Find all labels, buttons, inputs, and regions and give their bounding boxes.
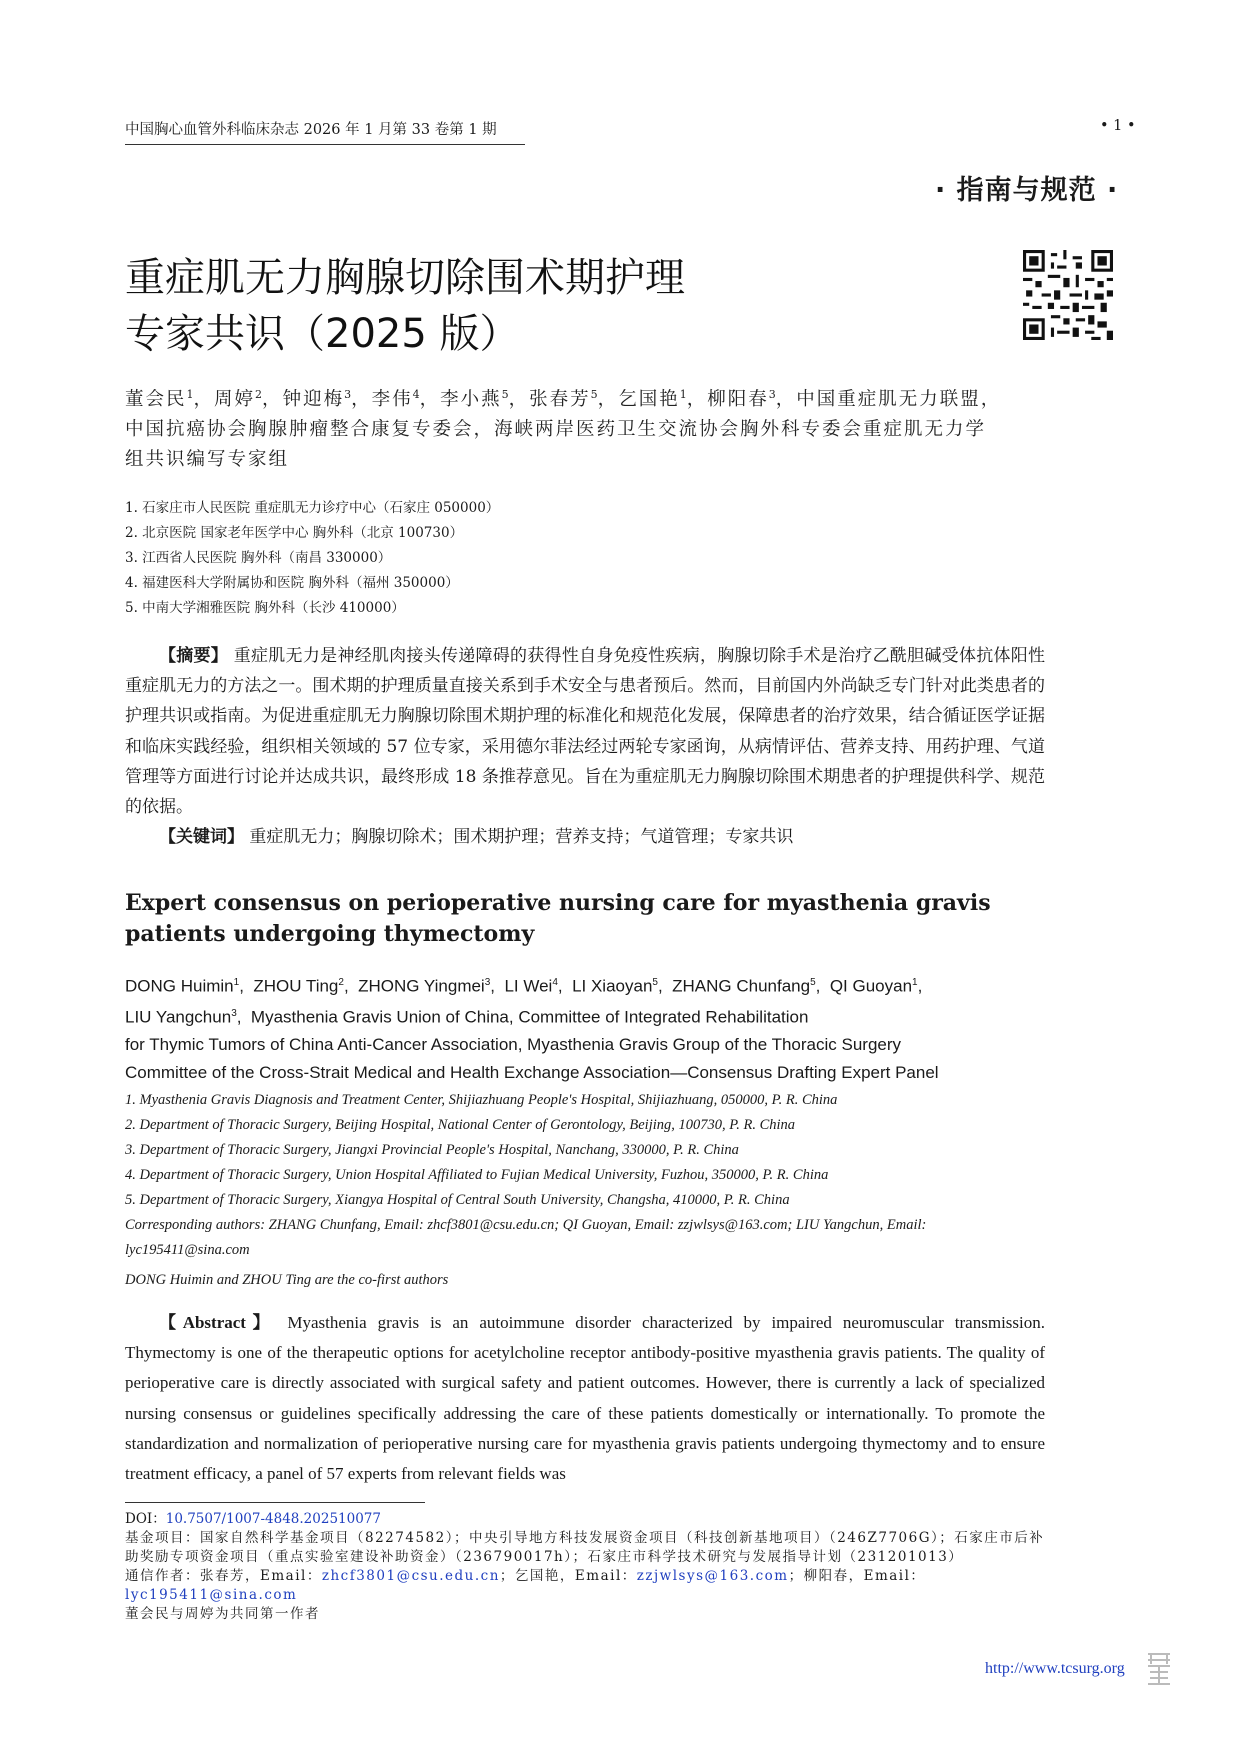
author-cn: 张春芳 <box>529 389 591 411</box>
author-en: LI Wei <box>504 976 553 996</box>
abstract-en-text: Myasthenia gravis is an autoimmune disorder characterized by impaired neuromuscular transmission. Thymectomy is one of the therapeutic options for acetylcholine receptor antibody-positive myasthenia gravis patients. The quality of perioperative care is directly associated with surgical safety and patient outcomes. However, there is currently a lack of specialized nursing consensus or guidelines specifically addressing the care of these patients domestically or internationally. To promote the standardization and normalization of perioperative nursing care for myasthenia gravis patients undergoing thymectomy and to ensure treatment efficacy, a panel of 57 experts from relevant fields was <box>125 1313 1045 1484</box>
abstract-en-label: 【Abstract】 <box>159 1313 277 1332</box>
author-en: LIU Yangchun <box>125 1007 232 1027</box>
affiliation-en: 5. Department of Thoracic Surgery, Xiangya Hospital of Central South University, Changsha, 410000, P. R. China <box>125 1192 790 1208</box>
abstract-cn-label: 【摘要】 <box>159 646 229 666</box>
affil-mark: 2 <box>338 977 344 988</box>
author-en: ZHONG Yingmei <box>358 976 485 996</box>
affil-mark: 3 <box>768 388 776 401</box>
author-en: LI Xiaoyan <box>572 976 653 996</box>
co-first-note-en: DONG Huimin and ZHOU Ting are the co-first authors <box>125 1272 449 1288</box>
corr-mid: ；乞国艳，Email： <box>499 1568 637 1584</box>
author-list-en: DONG Huimin$^1$, ZHOU Ting$^2$, ZHONG Yingmei$^3$, LI Wei$^4$, LI Xiaoyan$^5$, ZHANG Chunfang$^5$, QI Guoyan$^1$, LIU Yangchun$^3$, Myasthenia Gravis Union of China, Committee of Integrated Rehabilitation for Thymic Tumors of China Anti-Cancer Association, Myasthenia Gravis Group of the Thoracic Surgery Committee of the Cross-Strait Medical and Health Exchange Association—Consensus Drafting Expert Panel <box>125 969 1085 1086</box>
corr-mid: ；柳阳春，Email： <box>788 1568 926 1584</box>
affiliation-en: 3. Department of Thoracic Surgery, Jiangxi Provincial People's Hospital, Nanchang, 330000, P. R. China <box>125 1142 739 1158</box>
funding-note: 基金项目：国家自然科学基金项目（82274582）；中央引导地方科技发展资金项目（科技创新基地项目）（246Z7706G）；石家庄市后补助奖励专项资金项目（重点实验室建设补助资金）（236790017h）；石家庄市科学技术研究与发展指导计划（231201013） <box>125 1530 1045 1565</box>
author-en: DONG Huimin <box>125 976 234 996</box>
author-en: QI Guoyan <box>829 976 913 996</box>
affil-mark: 1 <box>233 977 240 988</box>
affiliation-cn: 2. 北京医院 国家老年医学中心 胸外科（北京 100730） <box>125 525 464 541</box>
page-number: • 1 • <box>1100 118 1136 134</box>
affil-mark: 5 <box>501 388 509 401</box>
author-cn: 柳阳春 <box>707 389 769 411</box>
doi-line <box>125 1510 1045 1529</box>
affil-mark: 5 <box>810 977 816 988</box>
doi-link[interactable]: 10.7507/1007-4848.202510077 <box>165 1511 381 1527</box>
email-link[interactable]: lyc195411@sina.com <box>125 1587 298 1603</box>
affil-mark: 2 <box>255 388 263 401</box>
journal-url-link[interactable]: http://www.tcsurg.org <box>985 1660 1125 1677</box>
title-line-1: 重症肌无力胸腺切除围术期护理 <box>125 255 685 301</box>
author-cn: 李小燕 <box>440 389 502 411</box>
author-cn: 周婷 <box>214 389 256 411</box>
author-cn: 乞国艳 <box>618 389 680 411</box>
author-groups-cn: 中国重症肌无力联盟，中国抗癌协会胸腺肿瘤整合康复专委会，海峡两岸医药卫生交流协会胸外科专委会重症肌无力学组共识编写专家组 <box>125 389 1002 471</box>
corr-prefix: 通信作者：张春芳，Email： <box>125 1568 322 1584</box>
title-line-2: 专家共识（2025 版） <box>125 311 520 357</box>
email-link[interactable]: zhcf3801@csu.edu.cn <box>321 1568 500 1584</box>
author-en: ZHANG Chunfang <box>672 976 811 996</box>
affil-mark: 3 <box>231 1008 237 1020</box>
affiliation-en: 4. Department of Thoracic Surgery, Union Hospital Affiliated to Fujian Medical University, Fuzhou, 350000, P. R. China <box>125 1167 829 1183</box>
author-group-en: Committee of the Cross-Strait Medical and Health Exchange Association—Consensus Drafting Expert Panel <box>125 1062 939 1082</box>
running-head: 中国胸心血管外科临床杂志 2026 年 1 月第 33 卷第 1 期 <box>125 122 497 138</box>
affil-mark: 1 <box>912 977 918 988</box>
author-group-en: for Thymic Tumors of China Anti-Cancer Association, Myasthenia Gravis Group of the Thoracic Surgery <box>125 1035 902 1055</box>
article-title-en: Expert consensus on perioperative nursing care for myasthenia gravis patients undergoing thymectomy <box>125 890 991 947</box>
affiliation-cn: 1. 石家庄市人民医院 重症肌无力诊疗中心（石家庄 050000） <box>125 500 500 516</box>
footnotes <box>125 1510 1045 1624</box>
affil-mark: 5 <box>652 977 658 988</box>
author-en: ZHOU Ting <box>253 976 339 996</box>
affil-mark: 3 <box>344 388 352 401</box>
affiliation-cn: 3. 江西省人民医院 胸外科（南昌 330000） <box>125 550 392 566</box>
affiliation-en: 1. Myasthenia Gravis Diagnosis and Treatment Center, Shijiazhuang People's Hospital, Shijiazhuang, 050000, P. R. China <box>125 1092 838 1108</box>
abstract-cn <box>125 641 1045 822</box>
keywords-cn-text: 重症肌无力；胸腺切除术；围术期护理；营养支持；气道管理；专家共识 <box>249 827 794 847</box>
affil-mark: 4 <box>412 388 420 401</box>
author-cn: 钟迎梅 <box>282 389 345 411</box>
abstract-cn-text: 重症肌无力是神经肌肉接头传递障碍的获得性自身免疫性疾病，胸腺切除手术是治疗乙酰胆碱受体抗体阳性重症肌无力的方法之一。围术期的护理质量直接关系到手术安全与患者预后。然而，目前国内外尚缺乏专门针对此类患者的护理共识或指南。为促进重症肌无力胸腺切除围术期护理的标准化和规范化发展，保障患者的治疗效果，结合循证医学证据和临床实践经验，组织相关领域的 57 位专家，采用德尔菲法经过两轮专家函询，从病情评估、营养支持、用药护理、气道管理等方面进行讨论并达成共识，最终形成 18 条推荐意见。旨在为重症肌无力胸腺切除围术期患者的护理提供科学、规范的依据。 <box>125 646 1046 818</box>
affiliations-en <box>125 1088 1085 1213</box>
affil-mark: 1 <box>679 388 687 401</box>
corresponding-note-cn <box>125 1567 1045 1605</box>
email-link[interactable]: zzjwlsys@163.com <box>636 1568 789 1584</box>
author-cn: 李伟 <box>371 389 413 411</box>
footnote-rule <box>125 1502 425 1503</box>
affiliation-cn: 4. 福建医科大学附属协和医院 胸外科（福州 350000） <box>125 575 459 591</box>
co-first-note-cn: 董会民与周婷为共同第一作者 <box>125 1606 320 1622</box>
section-tag: · 指南与规范 · <box>935 175 1119 206</box>
affiliation-cn: 5. 中南大学湘雅医院 胸外科（长沙 410000） <box>125 600 405 616</box>
author-list-cn: 董会民$^1$，周婷$^2$，钟迎梅$^3$，李伟$^4$，李小燕$^5$，张春芳$^5$，乞国艳$^1$，柳阳春$^3$，中国重症肌无力联盟，中国抗癌协会胸腺肿瘤整合康复专委会，海峡两岸医药卫生交流协会胸外科专委会重症肌无力学组共识编写专家组 <box>125 388 1002 471</box>
doi-label: DOI： <box>125 1511 166 1527</box>
affiliation-en: 2. Department of Thoracic Surgery, Beijing Hospital, National Center of Gerontology, Beijing, 100730, P. R. China <box>125 1117 796 1133</box>
affil-mark: 5 <box>590 388 598 401</box>
qr-code-icon[interactable] <box>1023 250 1113 340</box>
author-group-en: Myasthenia Gravis Union of China, Committee of Integrated Rehabilitation <box>250 1007 809 1027</box>
affil-mark: 4 <box>552 977 558 988</box>
keywords-cn <box>125 822 1045 852</box>
corresponding-authors-en: Corresponding authors: ZHANG Chunfang, Email: zhcf3801@csu.edu.cn; QI Guoyan, Email: zzjwlsys@163.com; LIU Yangchun, Email: lyc195411@sina.com <box>125 1217 927 1258</box>
affil-mark: 1 <box>186 388 194 401</box>
header-rule <box>125 144 525 145</box>
keywords-cn-label: 【关键词】 <box>159 827 244 847</box>
abstract-en <box>125 1308 1045 1489</box>
author-cn: 董会民 <box>125 389 187 411</box>
article-title-cn <box>125 250 685 362</box>
affil-mark: 3 <box>484 977 491 988</box>
journal-logo-icon <box>1145 1650 1173 1686</box>
affiliations-cn <box>125 496 499 621</box>
